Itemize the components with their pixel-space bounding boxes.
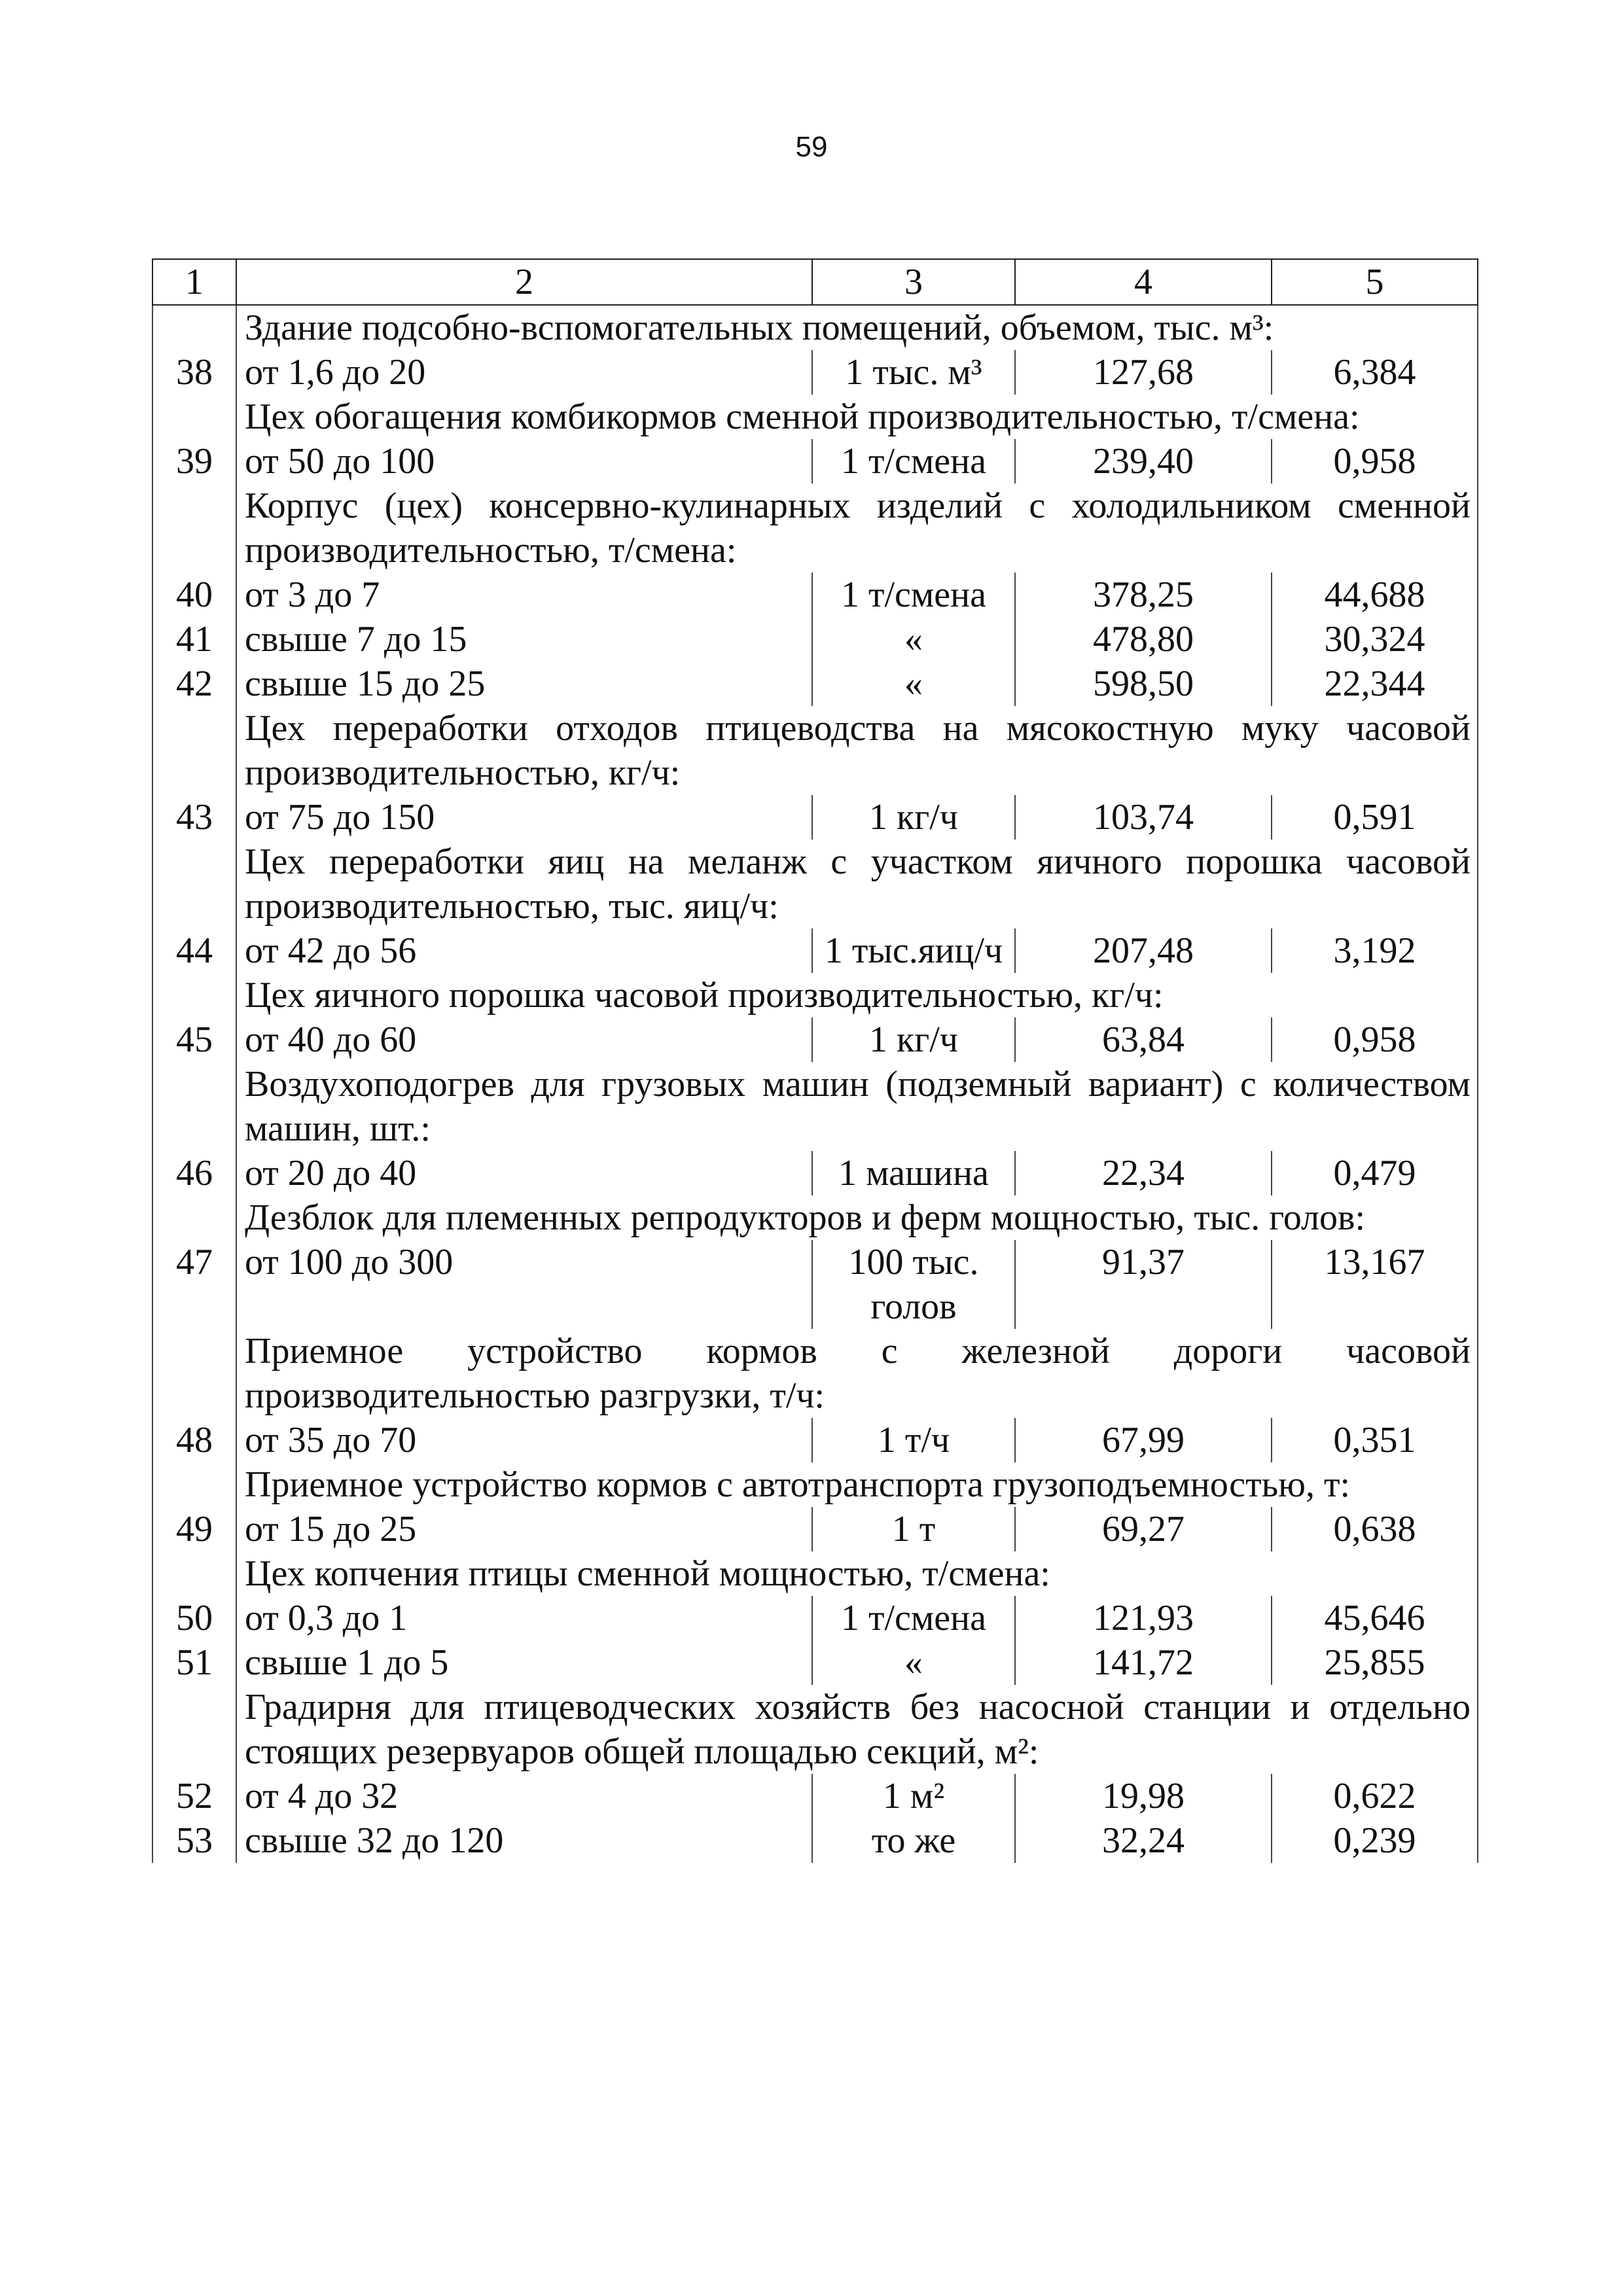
table-row	[152, 439, 1478, 484]
row-number: 44	[152, 928, 236, 973]
capacity-range: от 50 до 100	[245, 441, 435, 482]
row-number-blank	[152, 484, 236, 573]
group-heading-row	[152, 706, 1478, 795]
row-number-blank	[152, 973, 236, 1017]
group-heading-row	[152, 484, 1478, 573]
row-number-blank	[152, 305, 236, 350]
group-heading-row	[152, 1329, 1478, 1418]
value-col-4: 478,80	[1015, 617, 1272, 662]
row-number: 41	[152, 617, 236, 662]
unit: 1 м²	[812, 1774, 1015, 1818]
table-row	[152, 350, 1478, 395]
unit: 1 т/ч	[812, 1418, 1015, 1462]
row-number: 53	[152, 1818, 236, 1863]
row-number-blank	[152, 706, 236, 795]
value-col-4: 91,37	[1015, 1240, 1272, 1329]
value-col-5: 3,192	[1272, 928, 1478, 973]
value-col-5: 0,622	[1272, 1774, 1478, 1818]
table-row	[152, 662, 1478, 706]
table-row	[152, 1774, 1478, 1818]
header-col-5: 5	[1272, 259, 1478, 305]
table-row	[152, 1240, 1478, 1329]
capacity-range: свыше 7 до 15	[245, 619, 467, 660]
value-col-5: 45,646	[1272, 1596, 1478, 1640]
value-col-4: 378,25	[1015, 573, 1272, 617]
value-col-5: 0,638	[1272, 1507, 1478, 1551]
capacity-range: от 40 до 60	[245, 1019, 417, 1060]
unit: 1 тыс. м³	[812, 350, 1015, 395]
table-row	[152, 1596, 1478, 1640]
group-heading: Приемное устройство кормов с автотранспорта грузоподъемностью, т:	[236, 1462, 1478, 1507]
value-col-5: 0,479	[1272, 1151, 1478, 1195]
row-number: 39	[152, 439, 236, 484]
row-number: 49	[152, 1507, 236, 1551]
group-heading-row	[152, 1685, 1478, 1774]
row-number: 45	[152, 1017, 236, 1062]
rates-table	[152, 258, 1477, 1863]
row-number-blank	[152, 1685, 236, 1774]
group-heading: Приемное устройство кормов с железной дороги часовой производительностью разгрузки, т/ч:	[236, 1329, 1478, 1418]
capacity-range: свыше 32 до 120	[245, 1820, 504, 1861]
value-col-4: 22,34	[1015, 1151, 1272, 1195]
value-col-4: 103,74	[1015, 795, 1272, 839]
value-col-4: 127,68	[1015, 350, 1272, 395]
row-number-blank	[152, 1195, 236, 1240]
capacity-range: свыше 1 до 5	[245, 1642, 449, 1683]
table-row	[152, 1507, 1478, 1551]
unit: 1 машина	[812, 1151, 1015, 1195]
value-col-5: 0,239	[1272, 1818, 1478, 1863]
row-number: 48	[152, 1418, 236, 1462]
value-col-4: 239,40	[1015, 439, 1272, 484]
capacity-range: от 15 до 25	[245, 1509, 417, 1549]
unit: то же	[812, 1818, 1015, 1863]
group-heading-row	[152, 1551, 1478, 1596]
value-col-4: 32,24	[1015, 1818, 1272, 1863]
value-col-4: 121,93	[1015, 1596, 1272, 1640]
group-heading-row	[152, 973, 1478, 1017]
group-heading-row	[152, 305, 1478, 350]
group-heading: Дезблок для племенных репродукторов и ферм мощностью, тыс. голов:	[236, 1195, 1478, 1240]
value-col-5: 25,855	[1272, 1640, 1478, 1685]
value-col-4: 598,50	[1015, 662, 1272, 706]
group-heading: Градирня для птицеводческих хозяйств без насосной станции и отдельно стоящих резервуаров общей площадью секций, м²:	[236, 1685, 1478, 1774]
group-heading-row	[152, 395, 1478, 439]
group-heading: Цех копчения птицы сменной мощностью, т/смена:	[236, 1551, 1478, 1596]
unit: 100 тыс. голов	[812, 1240, 1015, 1329]
capacity-range: от 100 до 300	[245, 1242, 454, 1282]
value-col-5: 13,167	[1272, 1240, 1478, 1329]
group-heading: Цех переработки яиц на меланж с участком яичного порошка часовой производительностью, тыс. яиц/ч:	[236, 839, 1478, 928]
table-row	[152, 1818, 1478, 1863]
table-row	[152, 573, 1478, 617]
unit: 1 т	[812, 1507, 1015, 1551]
row-number: 51	[152, 1640, 236, 1685]
unit: 1 тыс.яиц/ч	[812, 928, 1015, 973]
row-number: 43	[152, 795, 236, 839]
value-col-5: 44,688	[1272, 573, 1478, 617]
row-number-blank	[152, 395, 236, 439]
value-col-4: 207,48	[1015, 928, 1272, 973]
group-heading-row	[152, 839, 1478, 928]
unit: 1 т/смена	[812, 439, 1015, 484]
row-number: 42	[152, 662, 236, 706]
row-number-blank	[152, 839, 236, 928]
unit: 1 кг/ч	[812, 795, 1015, 839]
value-col-5: 30,324	[1272, 617, 1478, 662]
table-row	[152, 1151, 1478, 1195]
unit: 1 т/смена	[812, 1596, 1015, 1640]
table-row	[152, 617, 1478, 662]
capacity-range: от 4 до 32	[245, 1776, 399, 1816]
capacity-range: от 20 до 40	[245, 1153, 417, 1193]
row-number: 46	[152, 1151, 236, 1195]
value-col-4: 63,84	[1015, 1017, 1272, 1062]
row-number: 47	[152, 1240, 236, 1329]
group-heading-row	[152, 1062, 1478, 1151]
group-heading: Цех обогащения комбикормов сменной производительностью, т/смена:	[236, 395, 1478, 439]
capacity-range: от 35 до 70	[245, 1420, 417, 1460]
unit: «	[812, 662, 1015, 706]
value-col-5: 0,351	[1272, 1418, 1478, 1462]
value-col-4: 141,72	[1015, 1640, 1272, 1685]
row-number-blank	[152, 1062, 236, 1151]
table-row	[152, 1017, 1478, 1062]
unit: 1 кг/ч	[812, 1017, 1015, 1062]
header-col-1: 1	[152, 259, 236, 305]
header-row	[152, 259, 1478, 305]
header-col-2: 2	[236, 259, 812, 305]
group-heading: Цех яичного порошка часовой производительностью, кг/ч:	[236, 973, 1478, 1017]
table-row	[152, 1418, 1478, 1462]
unit: «	[812, 617, 1015, 662]
row-number-blank	[152, 1551, 236, 1596]
row-number: 38	[152, 350, 236, 395]
row-number-blank	[152, 1329, 236, 1418]
table-row	[152, 928, 1478, 973]
value-col-4: 67,99	[1015, 1418, 1272, 1462]
capacity-range: от 1,6 до 20	[245, 352, 426, 393]
group-heading-row	[152, 1195, 1478, 1240]
row-number: 40	[152, 573, 236, 617]
header-col-3: 3	[812, 259, 1015, 305]
capacity-range: от 0,3 до 1	[245, 1598, 408, 1638]
table-row	[152, 1640, 1478, 1685]
value-col-5: 0,958	[1272, 1017, 1478, 1062]
value-col-5: 22,344	[1272, 662, 1478, 706]
header-col-4: 4	[1015, 259, 1272, 305]
group-heading: Здание подсобно-вспомогательных помещений, объемом, тыс. м³:	[236, 305, 1478, 350]
value-col-4: 69,27	[1015, 1507, 1272, 1551]
capacity-range: от 42 до 56	[245, 930, 417, 971]
value-col-5: 0,958	[1272, 439, 1478, 484]
group-heading: Корпус (цех) консервно-кулинарных изделий с холодильником сменной производительностью, т/смена:	[236, 484, 1478, 573]
capacity-range: свыше 15 до 25	[245, 663, 486, 704]
row-number-blank	[152, 1462, 236, 1507]
value-col-5: 6,384	[1272, 350, 1478, 395]
group-heading: Воздухоподогрев для грузовых машин (подземный вариант) с количеством машин, шт.:	[236, 1062, 1478, 1151]
row-number: 50	[152, 1596, 236, 1640]
group-heading: Цех переработки отходов птицеводства на мясокостную муку часовой производительностью, кг/ч:	[236, 706, 1478, 795]
value-col-4: 19,98	[1015, 1774, 1272, 1818]
row-number: 52	[152, 1774, 236, 1818]
unit: «	[812, 1640, 1015, 1685]
capacity-range: от 75 до 150	[245, 797, 435, 838]
table-row	[152, 795, 1478, 839]
unit: 1 т/смена	[812, 573, 1015, 617]
value-col-5: 0,591	[1272, 795, 1478, 839]
table-body	[152, 305, 1478, 1863]
group-heading-row	[152, 1462, 1478, 1507]
page-number: 59	[795, 131, 828, 163]
capacity-range: от 3 до 7	[245, 574, 380, 615]
